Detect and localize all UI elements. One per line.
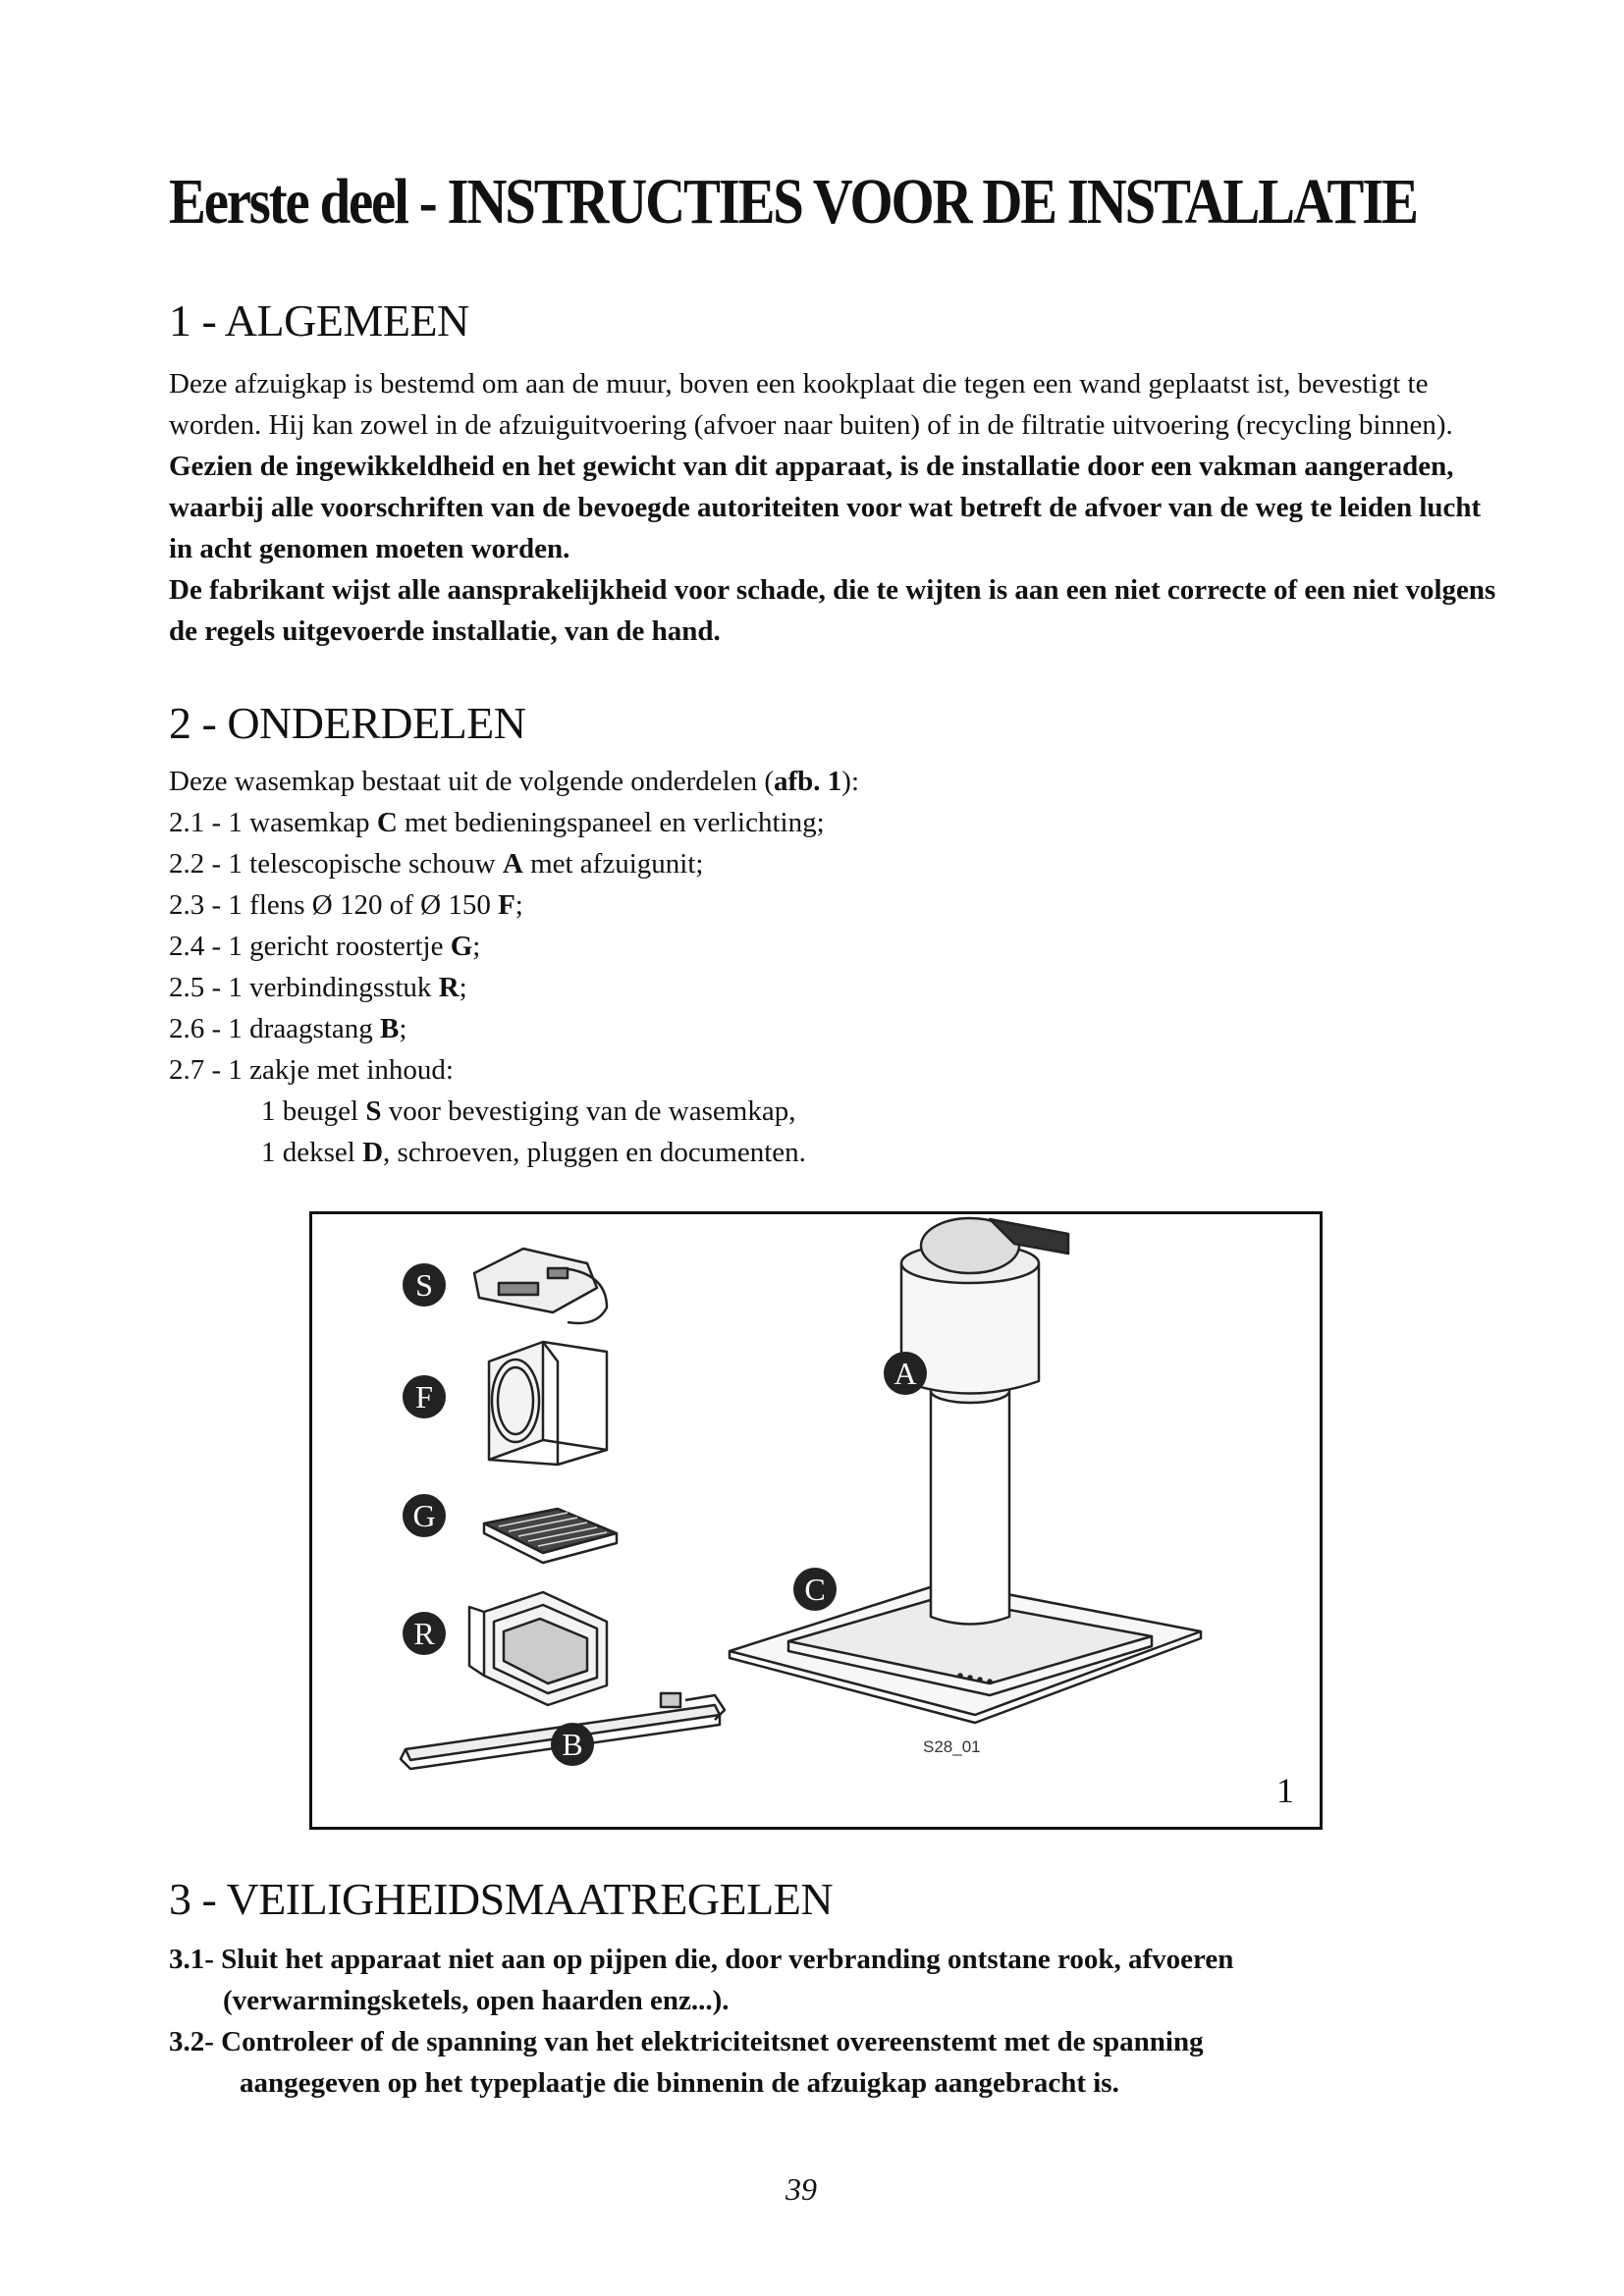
part-item-text: 2.3 - 1 flens Ø 120 of Ø 150 — [169, 889, 499, 921]
safety-item-line: 3.2- Controleer of de spanning van het elektriciteitsnet overeenstemt met de spanning — [169, 2026, 1204, 2057]
part-item-text: 2.7 - 1 zakje met inhoud: — [169, 1054, 454, 1086]
section-2-intro — [169, 761, 859, 802]
label-g-badge: G — [403, 1494, 446, 1537]
section-1-text-bold-2: De fabrikant wijst alle aansprakelijkheid voor schade, die te wijten is aan een niet correcte of een niet volgens de regels uitgevoerde installatie, van de hand. — [169, 574, 1496, 647]
hood-drawing — [730, 1218, 1201, 1723]
part-item-text: ; — [459, 972, 467, 1003]
part-item-text: 2.6 - 1 draagstang — [169, 1013, 381, 1044]
part-item — [169, 967, 467, 1008]
part-item-text: ; — [399, 1013, 407, 1044]
section-1-text-normal: Deze afzuigkap is bestemd om aan de muur, boven een kookplaat die tegen een wand geplaatst ist, bevestigt te worden. Hij kan zowel in de afzuiguitvoering (afvoer naar buiten) of in de filtratie uitvoering (recycling binnen). — [169, 368, 1453, 441]
part-item-letter: R — [438, 972, 460, 1003]
section-2-heading: 2 - ONDERDELEN — [169, 698, 526, 748]
label-s-badge: S — [403, 1263, 446, 1307]
label-r-badge: R — [403, 1612, 446, 1655]
connector-r-drawing — [469, 1592, 607, 1705]
label-b-badge: B — [551, 1723, 594, 1766]
part-subitem-text: , schroeven, pluggen en documenten. — [383, 1137, 806, 1168]
part-subitem — [261, 1132, 806, 1173]
part-item-text: met bedieningspaneel en verlichting; — [397, 807, 825, 838]
intro-pre: Deze wasemkap bestaat uit de volgende onderdelen ( — [169, 766, 774, 797]
part-subitem-text: 1 beugel — [261, 1095, 366, 1127]
label-a-badge: A — [884, 1352, 927, 1395]
intro-figure-ref: afb. 1 — [774, 766, 842, 797]
label-f-badge: F — [403, 1375, 446, 1418]
part-item — [169, 843, 703, 884]
part-subitem-letter: S — [365, 1095, 382, 1127]
safety-item-line: 3.1- Sluit het apparaat niet aan op pijpen die, door verbranding ontstane rook, afvoeren — [169, 1944, 1234, 1975]
safety-item-line: aangegeven op het typeplaatje die binnenin de afzuigkap aangebracht is. — [240, 2067, 1119, 2099]
part-item-letter: C — [376, 807, 398, 838]
part-item — [169, 884, 523, 926]
figure-number: 1 — [1276, 1771, 1294, 1810]
part-item-text: 2.2 - 1 telescopische schouw — [169, 848, 503, 880]
section-1-heading: 1 - ALGEMEEN — [169, 295, 469, 346]
figure-components — [309, 1211, 1323, 1830]
part-item-letter: F — [498, 889, 515, 921]
intro-post: ): — [841, 766, 860, 797]
part-subitem — [261, 1091, 795, 1132]
page-number: 39 — [785, 2171, 817, 2207]
bracket-s-drawing — [474, 1249, 607, 1323]
part-subitem-text: voor bevestiging van de wasemkap, — [381, 1095, 796, 1127]
safety-item — [169, 1939, 1426, 2021]
part-item-text: 2.5 - 1 verbindingsstuk — [169, 972, 439, 1003]
safety-item-line: (verwarmingsketels, open haarden enz...). — [223, 1985, 730, 2016]
part-item-text: met afzuigunit; — [522, 848, 704, 880]
part-item-text: ; — [514, 889, 523, 921]
part-item-text: ; — [472, 931, 481, 962]
part-item-text: 2.1 - 1 wasemkap — [169, 807, 377, 838]
part-subitem-text: 1 deksel — [261, 1137, 363, 1168]
part-item-text: 2.4 - 1 gericht roostertje — [169, 931, 451, 962]
part-subitem-letter: D — [362, 1137, 384, 1168]
figure-code: S28_01 — [923, 1737, 981, 1756]
part-item — [169, 926, 480, 967]
part-item — [169, 802, 825, 843]
part-item-letter: A — [502, 848, 523, 880]
flange-f-drawing — [489, 1342, 607, 1465]
part-item — [169, 1049, 454, 1091]
grille-g-drawing — [484, 1509, 617, 1563]
part-item — [169, 1008, 406, 1049]
section-1-text-bold-1: Gezien de ingewikkeldheid en het gewicht van dit apparaat, is de installatie door een vakman aangeraden, waarbij alle voorschriften van de bevoegde autoriteiten voor wat betreft de afvoer van de weg te leiden lucht in acht genomen moeten worden. — [169, 451, 1482, 564]
page-title: Eerste deel - INSTRUCTIES VOOR DE INSTALLATIE — [169, 166, 1417, 238]
part-item-letter: G — [450, 931, 473, 962]
label-c-badge: C — [793, 1568, 837, 1611]
section-3-heading: 3 - VEILIGHEIDSMAATREGELEN — [169, 1874, 834, 1924]
section-1-text — [169, 363, 1504, 652]
components-illustration — [312, 1214, 1320, 1827]
part-item-letter: B — [380, 1013, 400, 1044]
safety-item — [169, 2021, 1426, 2104]
